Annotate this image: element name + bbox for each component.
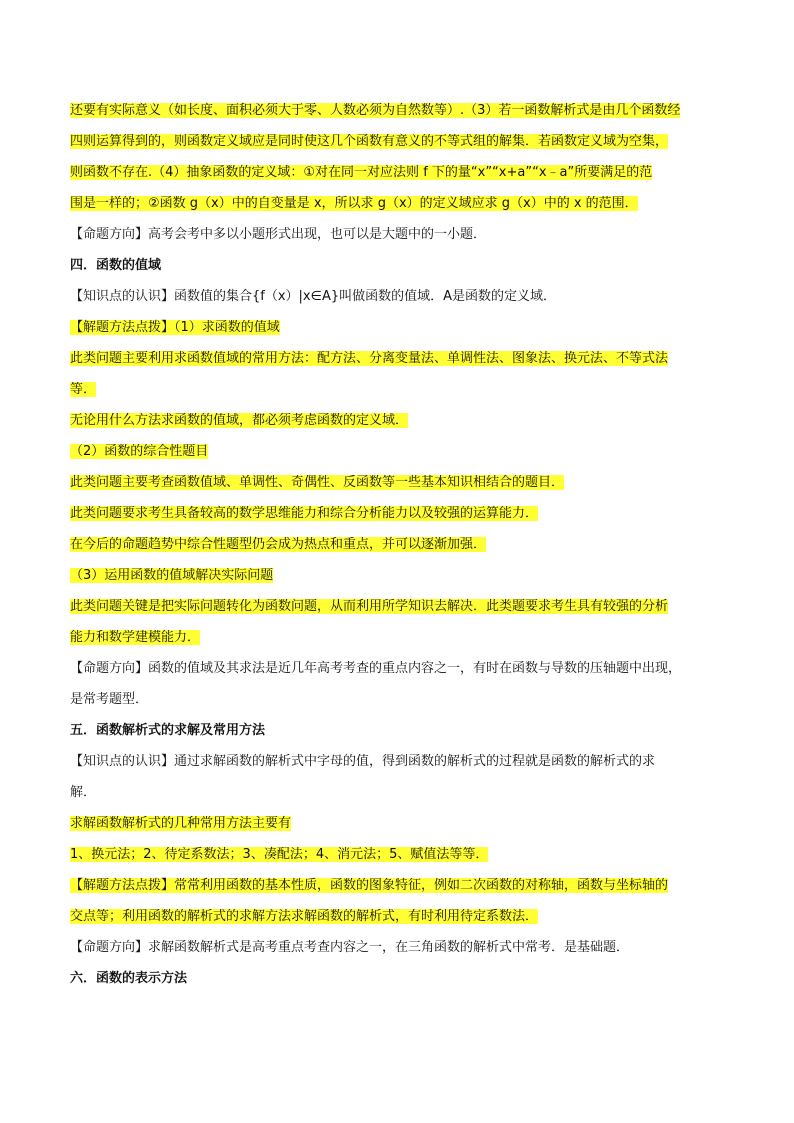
section-heading: 六．函数的表示方法 [70, 971, 188, 986]
text-line: 此类问题主要考查函数值域、单调性、奇偶性、反函数等一些基本知识相结合的题目． [70, 475, 565, 490]
text-line: 【命题方向】求解函数解析式是高考重点考查内容之一，在三角函数的解析式中常考．是基础题． [70, 940, 630, 955]
section-heading: 五．函数解析式的求解及常用方法 [70, 723, 266, 738]
text-line: 是常考题型． [70, 692, 149, 707]
text-line: 【知识点的认识】通过求解函数的解析式中字母的值，得到函数的解析式的过程就是函数的解析式的求 [70, 754, 656, 769]
text-line: 等． [70, 382, 97, 397]
text-line: 求解函数解析式的几种常用方法主要有 [70, 816, 292, 831]
text-line: 1、换元法；2、待定系数法；3、凑配法；4、消元法；5、赋值法等等． [70, 847, 489, 862]
text-line: 能力和数学建模能力． [70, 630, 201, 645]
text-line: 此类问题关键是把实际问题转化为函数问题，从而利用所学知识去解决．此类题要求考生具有较强的分析 [70, 599, 669, 614]
text-line: 还要有实际意义（如长度、面积必须大于零、人数必须为自然数等）.（3）若一函数解析式是由几个函数经 [70, 103, 681, 118]
text-line: 【解题方法点拨】（1）求函数的值域 [70, 320, 280, 335]
text-line: 【知识点的认识】函数值的集合{f（x）|x∈A}叫做函数的值域．A是函数的定义域． [70, 289, 556, 304]
text-line: 围是一样的；②函数 g（x）中的自变量是 x，所以求 g（x）的定义域应求 g（x）中的 x 的范围． [70, 196, 638, 211]
text-line: 此类问题主要利用求函数值域的常用方法：配方法、分离变量法、单调性法、图象法、换元法、不等式法 [70, 351, 669, 366]
text-line: 在今后的命题趋势中综合性题型仍会成为热点和重点，并可以逐渐加强． [70, 537, 487, 552]
text-line: 无论用什么方法求函数的值域，都必须考虑函数的定义域． [70, 413, 409, 428]
text-line: 【命题方向】函数的值域及其求法是近几年高考考查的重点内容之一，有时在函数与导数的压轴题中出现， [70, 661, 682, 676]
document-body [70, 95, 726, 994]
text-line: 【解题方法点拨】常常利用函数的基本性质，函数的图象特征，例如二次函数的对称轴，函数与坐标轴的 [70, 878, 669, 893]
text-line: 此类问题要求考生具备较高的数学思维能力和综合分析能力以及较强的运算能力． [70, 506, 539, 521]
text-line: （2）函数的综合性题目 [70, 444, 209, 459]
text-line: 解． [70, 785, 97, 800]
text-line: 【命题方向】高考会考中多以小题形式出现，也可以是大题中的一小题． [70, 227, 487, 242]
text-line: 交点等；利用函数的解析式的求解方法求解函数的解析式，有时利用待定系数法． [70, 909, 539, 924]
text-line: 四则运算得到的，则函数定义域应是同时使这几个函数有意义的不等式组的解集．若函数定义域为空集， [70, 134, 669, 149]
text-line: （3）运用函数的值域解决实际问题 [70, 568, 274, 583]
section-heading: 四．函数的值域 [70, 258, 162, 273]
text-line: 则函数不存在.（4）抽象函数的定义域：①对在同一对应法则 f 下的量“x”“x+a”“x﹣a”所要满足的范 [70, 165, 653, 180]
